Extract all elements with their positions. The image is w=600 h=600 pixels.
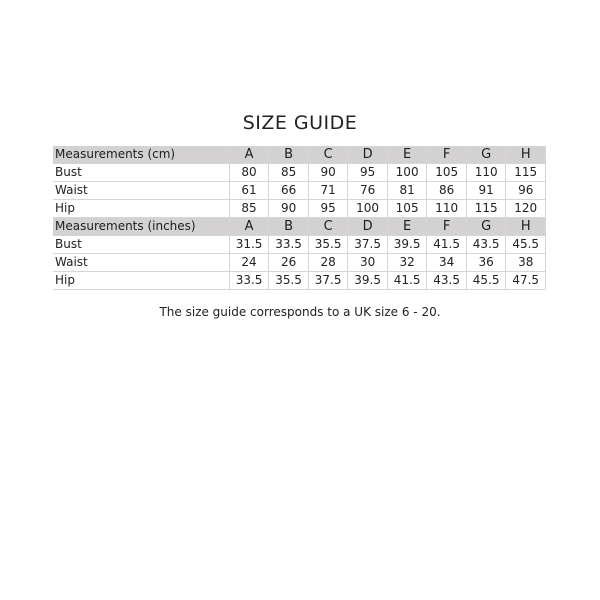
measurement-label: Waist (53, 254, 229, 272)
measurement-value: 33.5 (229, 272, 269, 290)
measurement-value: 35.5 (308, 236, 348, 254)
measurement-value: 85 (269, 164, 309, 182)
measurement-value: 61 (229, 182, 269, 200)
section-header-label: Measurements (cm) (53, 146, 229, 164)
size-column-header: E (387, 218, 427, 236)
measurement-value: 86 (427, 182, 467, 200)
size-column-header: C (308, 146, 348, 164)
size-column-header: G (466, 218, 506, 236)
size-column-header: C (308, 218, 348, 236)
size-table-body (53, 146, 546, 290)
table-row (53, 200, 546, 218)
measurement-value: 43.5 (427, 272, 467, 290)
measurement-value: 120 (506, 200, 546, 218)
size-column-header: G (466, 146, 506, 164)
measurement-value: 28 (308, 254, 348, 272)
measurement-value: 81 (387, 182, 427, 200)
measurement-value: 24 (229, 254, 269, 272)
measurement-value: 95 (348, 164, 388, 182)
measurement-label: Bust (53, 164, 229, 182)
measurement-value: 31.5 (229, 236, 269, 254)
table-row (53, 164, 546, 182)
measurement-value: 85 (229, 200, 269, 218)
size-column-header: B (269, 218, 309, 236)
measurement-value: 91 (466, 182, 506, 200)
size-note: The size guide corresponds to a UK size 6 - 20. (159, 305, 441, 319)
measurement-value: 110 (427, 200, 467, 218)
measurement-value: 115 (466, 200, 506, 218)
measurement-value: 100 (387, 164, 427, 182)
measurement-value: 38 (506, 254, 546, 272)
measurement-value: 30 (348, 254, 388, 272)
measurement-value: 41.5 (427, 236, 467, 254)
measurement-value: 66 (269, 182, 309, 200)
measurement-value: 76 (348, 182, 388, 200)
section-header-row (53, 218, 546, 236)
measurement-value: 110 (466, 164, 506, 182)
measurement-value: 45.5 (506, 236, 546, 254)
measurement-value: 80 (229, 164, 269, 182)
measurement-value: 105 (387, 200, 427, 218)
size-column-header: A (229, 146, 269, 164)
size-column-header: F (427, 218, 467, 236)
size-column-header: A (229, 218, 269, 236)
size-column-header: E (387, 146, 427, 164)
measurement-value: 37.5 (308, 272, 348, 290)
measurement-value: 95 (308, 200, 348, 218)
measurement-value: 39.5 (348, 272, 388, 290)
measurement-value: 96 (506, 182, 546, 200)
measurement-value: 71 (308, 182, 348, 200)
measurement-value: 36 (466, 254, 506, 272)
section-header-label: Measurements (inches) (53, 218, 229, 236)
measurement-label: Hip (53, 272, 229, 290)
measurement-value: 39.5 (387, 236, 427, 254)
measurement-value: 37.5 (348, 236, 388, 254)
measurement-value: 90 (269, 200, 309, 218)
measurement-value: 45.5 (466, 272, 506, 290)
measurement-value: 90 (308, 164, 348, 182)
table-row (53, 236, 546, 254)
size-guide-table (53, 146, 546, 290)
measurement-value: 34 (427, 254, 467, 272)
table-row (53, 272, 546, 290)
size-column-header: H (506, 218, 546, 236)
size-column-header: F (427, 146, 467, 164)
measurement-value: 47.5 (506, 272, 546, 290)
measurement-value: 43.5 (466, 236, 506, 254)
measurement-value: 105 (427, 164, 467, 182)
size-column-header: B (269, 146, 309, 164)
measurement-value: 26 (269, 254, 309, 272)
measurement-label: Hip (53, 200, 229, 218)
measurement-value: 33.5 (269, 236, 309, 254)
measurement-value: 41.5 (387, 272, 427, 290)
table-row (53, 182, 546, 200)
size-column-header: D (348, 218, 388, 236)
section-header-row (53, 146, 546, 164)
size-column-header: D (348, 146, 388, 164)
measurement-label: Bust (53, 236, 229, 254)
measurement-value: 32 (387, 254, 427, 272)
table-row (53, 254, 546, 272)
measurement-label: Waist (53, 182, 229, 200)
page-title: SIZE GUIDE (242, 112, 358, 134)
measurement-value: 115 (506, 164, 546, 182)
measurement-value: 35.5 (269, 272, 309, 290)
measurement-value: 100 (348, 200, 388, 218)
size-column-header: H (506, 146, 546, 164)
